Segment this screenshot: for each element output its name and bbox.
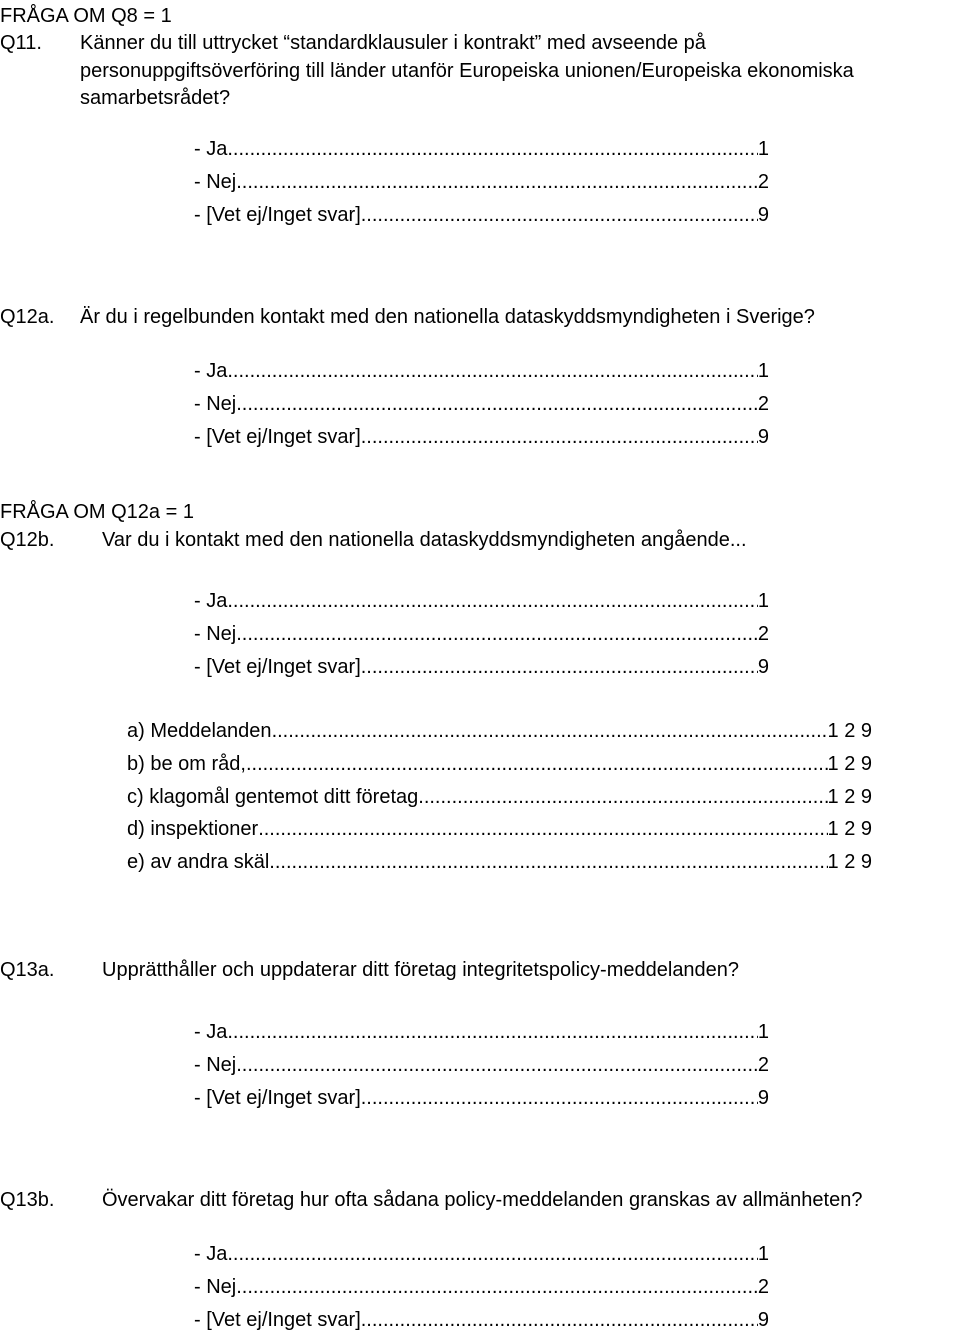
option-q13b-nej[interactable] <box>194 1275 769 1299</box>
option-code: 9 <box>757 656 769 678</box>
option-q12b-ja[interactable] <box>194 589 769 613</box>
grid-item-label: b) be om råd, <box>127 753 246 775</box>
option-label: - Nej <box>194 1276 237 1298</box>
question-text-q12b: Var du i kontakt med den nationella dataskyddsmyndigheten angående... <box>102 529 747 551</box>
condition-q12a: FRÅGA OM Q12a = 1 <box>0 501 194 523</box>
option-q12a-ja[interactable] <box>194 359 769 383</box>
condition-q8: FRÅGA OM Q8 = 1 <box>0 5 172 27</box>
option-label: - Nej <box>194 171 237 193</box>
grid-item-codes: 1 2 9 <box>827 818 872 840</box>
option-code: 1 <box>757 138 769 160</box>
option-label: - [Vet ej/Inget svar] <box>194 204 361 226</box>
option-code: 1 <box>757 360 769 382</box>
grid-item-codes: 1 2 9 <box>827 753 872 775</box>
option-code: 2 <box>757 171 769 193</box>
question-text-q12a: Är du i regelbunden kontakt med den nationella dataskyddsmyndigheten i Sverige? <box>80 306 815 328</box>
option-code: 2 <box>757 1054 769 1076</box>
question-text-q11-line1: Känner du till uttrycket “standardklausuler i kontrakt” med avseende på <box>80 32 706 54</box>
option-label: - [Vet ej/Inget svar] <box>194 1309 361 1331</box>
option-code: 9 <box>757 426 769 448</box>
option-code: 1 <box>757 1243 769 1265</box>
option-q13b-ja[interactable] <box>194 1242 769 1266</box>
option-label: - Nej <box>194 393 237 415</box>
option-q13a-vet-ej[interactable] <box>194 1086 769 1110</box>
option-label: - [Vet ej/Inget svar] <box>194 426 361 448</box>
question-id-q12a: Q12a. <box>0 306 55 328</box>
option-q12b-nej[interactable] <box>194 622 769 646</box>
option-q11-vet-ej[interactable] <box>194 203 769 227</box>
question-text-q11-line3: samarbetsrådet? <box>80 87 231 109</box>
option-label: - Ja <box>194 1243 228 1265</box>
option-label: - Ja <box>194 590 228 612</box>
option-q11-nej[interactable] <box>194 170 769 194</box>
option-q13a-nej[interactable] <box>194 1053 769 1077</box>
question-id-q11: Q11. <box>0 32 42 54</box>
question-text-q13a: Upprätthåller och uppdaterar ditt företag integritetspolicy-meddelanden? <box>102 959 740 981</box>
option-code: 1 <box>757 590 769 612</box>
grid-item-codes: 1 2 9 <box>827 786 872 808</box>
option-q13b-vet-ej[interactable] <box>194 1308 769 1332</box>
grid-item-label: e) av andra skäl <box>127 851 270 873</box>
option-code: 2 <box>757 1276 769 1298</box>
grid-item-codes: 1 2 9 <box>827 720 872 742</box>
grid-item-a-meddelanden[interactable] <box>127 719 872 743</box>
grid-item-e-andra-skal[interactable] <box>127 850 872 874</box>
option-label: - [Vet ej/Inget svar] <box>194 1087 361 1109</box>
option-label: - Ja <box>194 1021 228 1043</box>
option-label: - Ja <box>194 360 228 382</box>
grid-item-label: d) inspektioner <box>127 818 259 840</box>
grid-item-d-inspektioner[interactable] <box>127 817 872 841</box>
option-code: 2 <box>757 623 769 645</box>
option-label: - Nej <box>194 623 237 645</box>
option-q12a-vet-ej[interactable] <box>194 425 769 449</box>
question-text-q13b: Övervakar ditt företag hur ofta sådana policy-meddelanden granskas av allmänheten? <box>102 1189 863 1211</box>
question-id-q12b: Q12b. <box>0 529 55 551</box>
option-code: 9 <box>757 204 769 226</box>
option-label: - [Vet ej/Inget svar] <box>194 656 361 678</box>
grid-item-codes: 1 2 9 <box>827 851 872 873</box>
grid-item-label: a) Meddelanden <box>127 720 272 742</box>
question-text-q11-line2: personuppgiftsöverföring till länder utanför Europeiska unionen/Europeiska ekonomiska <box>80 60 854 82</box>
grid-item-label: c) klagomål gentemot ditt företag <box>127 786 419 808</box>
option-code: 1 <box>757 1021 769 1043</box>
question-id-q13a: Q13a. <box>0 959 55 981</box>
option-code: 9 <box>757 1309 769 1331</box>
option-q12b-vet-ej[interactable] <box>194 655 769 679</box>
option-code: 9 <box>757 1087 769 1109</box>
option-q11-ja[interactable] <box>194 137 769 161</box>
option-label: - Nej <box>194 1054 237 1076</box>
option-code: 2 <box>757 393 769 415</box>
grid-item-c-klagomal[interactable] <box>127 785 872 809</box>
grid-item-b-be-om-rad[interactable] <box>127 752 872 776</box>
question-id-q13b: Q13b. <box>0 1189 55 1211</box>
option-q12a-nej[interactable] <box>194 392 769 416</box>
option-q13a-ja[interactable] <box>194 1020 769 1044</box>
option-label: - Ja <box>194 138 228 160</box>
